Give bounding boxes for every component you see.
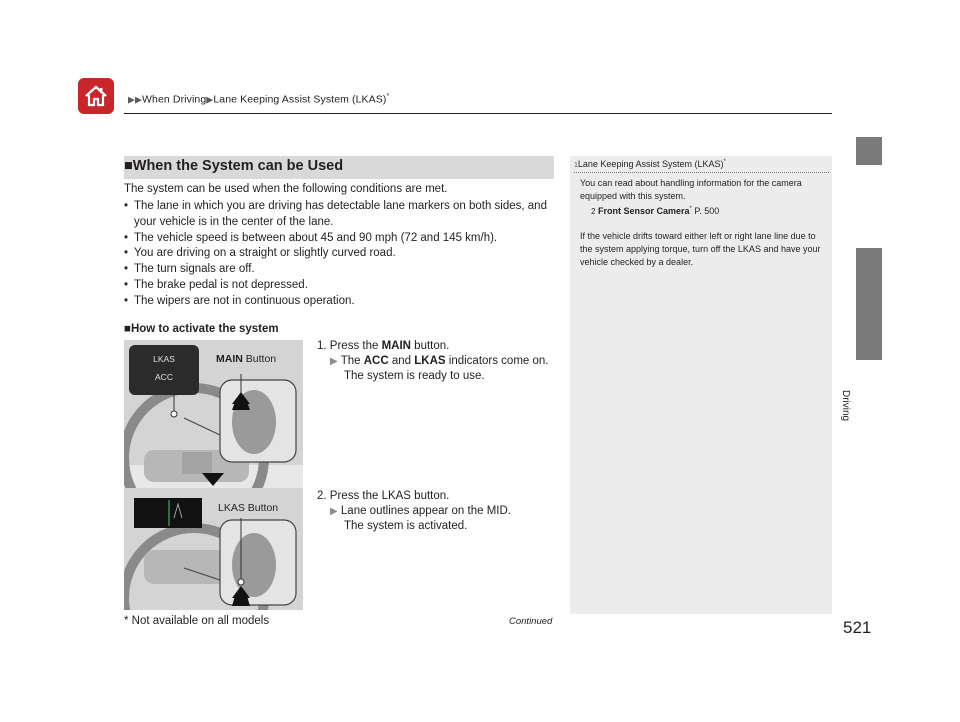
chapter-tab-marker bbox=[856, 137, 882, 165]
step-2: 2. Press the LKAS button. bbox=[317, 490, 450, 502]
result-arrow-icon: ▶ bbox=[330, 506, 338, 517]
breadcrumb-item[interactable]: When Driving bbox=[142, 93, 207, 106]
subheading-text: How to activate the system bbox=[130, 323, 279, 335]
subheading bbox=[124, 323, 279, 335]
list-item: • The brake pedal is not depressed. bbox=[124, 278, 308, 291]
section-title-text: When the System can be Used bbox=[132, 158, 344, 174]
section-title bbox=[124, 158, 343, 174]
chapter-tab-label: Driving bbox=[840, 390, 851, 422]
result-arrow-icon: ▶ bbox=[330, 356, 338, 367]
list-item: • The turn signals are off. bbox=[124, 263, 255, 276]
footnote-mark: * bbox=[386, 93, 390, 100]
step-1-result: ▶ The ACC and LKAS indicators come on. bbox=[330, 355, 549, 367]
note-paragraph: You can read about handling information for the camera equipped with this system. bbox=[580, 178, 802, 201]
list-item: • You are driving on a straight or slightly curved road. bbox=[124, 247, 396, 260]
chapter-tab[interactable] bbox=[856, 248, 882, 360]
step-2-result-2: The system is activated. bbox=[344, 520, 468, 532]
note-reference[interactable]: 2 Front Sensor Camera* P. 500 bbox=[591, 206, 720, 216]
list-item: • The wipers are not in continuous operation. bbox=[124, 294, 355, 307]
conditions-list bbox=[124, 199, 556, 310]
note-marker-icon: 1 bbox=[574, 162, 578, 169]
arrow-icon: ▶ bbox=[206, 94, 214, 105]
home-button[interactable] bbox=[78, 78, 114, 114]
breadcrumb bbox=[128, 93, 389, 106]
step-1: 1. Press the MAIN button. bbox=[317, 340, 450, 352]
step-2-result: ▶ Lane outlines appear on the MID. bbox=[330, 505, 511, 517]
page-number: 521 bbox=[843, 618, 872, 637]
main-button-label: MAIN Button bbox=[216, 353, 277, 365]
home-icon bbox=[83, 83, 109, 109]
breadcrumb-item[interactable]: Lane Keeping Assist System (LKAS) bbox=[213, 93, 387, 106]
list-item: • The vehicle speed is between about 45 and 90 mph (72 and 145 km/h). bbox=[124, 231, 498, 244]
note-paragraph: If the vehicle drifts toward either left or right lane line due to the system applying torque, turn off the LKAS and have your vehicle checked by a dealer. bbox=[580, 231, 821, 267]
note-divider bbox=[574, 172, 829, 173]
footnote: * Not available on all models bbox=[124, 615, 270, 627]
square-bullet-icon: ■ bbox=[124, 158, 133, 174]
header-divider bbox=[124, 113, 832, 114]
continued-label: Continued bbox=[509, 616, 553, 627]
illustration-panel bbox=[124, 340, 303, 610]
square-bullet-icon: ■ bbox=[124, 323, 131, 335]
step-1-result-2: The system is ready to use. bbox=[344, 370, 485, 382]
list-item: • The lane in which you are driving has detectable lane markers on both sides, and your vehicle is in the center of the lane. bbox=[124, 200, 547, 228]
note-heading: 1Lane Keeping Assist System (LKAS)* bbox=[574, 159, 726, 169]
steering-wheel-illustration bbox=[124, 340, 303, 610]
arrow-icon: ▶▶ bbox=[128, 94, 143, 105]
reference-icon: 2 bbox=[591, 207, 596, 216]
intro-text: The system can be used when the following conditions are met. bbox=[124, 183, 448, 195]
indicator-acc: ACC bbox=[155, 372, 173, 382]
notes-sidebar bbox=[570, 156, 832, 614]
lkas-button-label: LKAS Button bbox=[218, 502, 279, 514]
indicator-lkas: LKAS bbox=[153, 354, 175, 364]
